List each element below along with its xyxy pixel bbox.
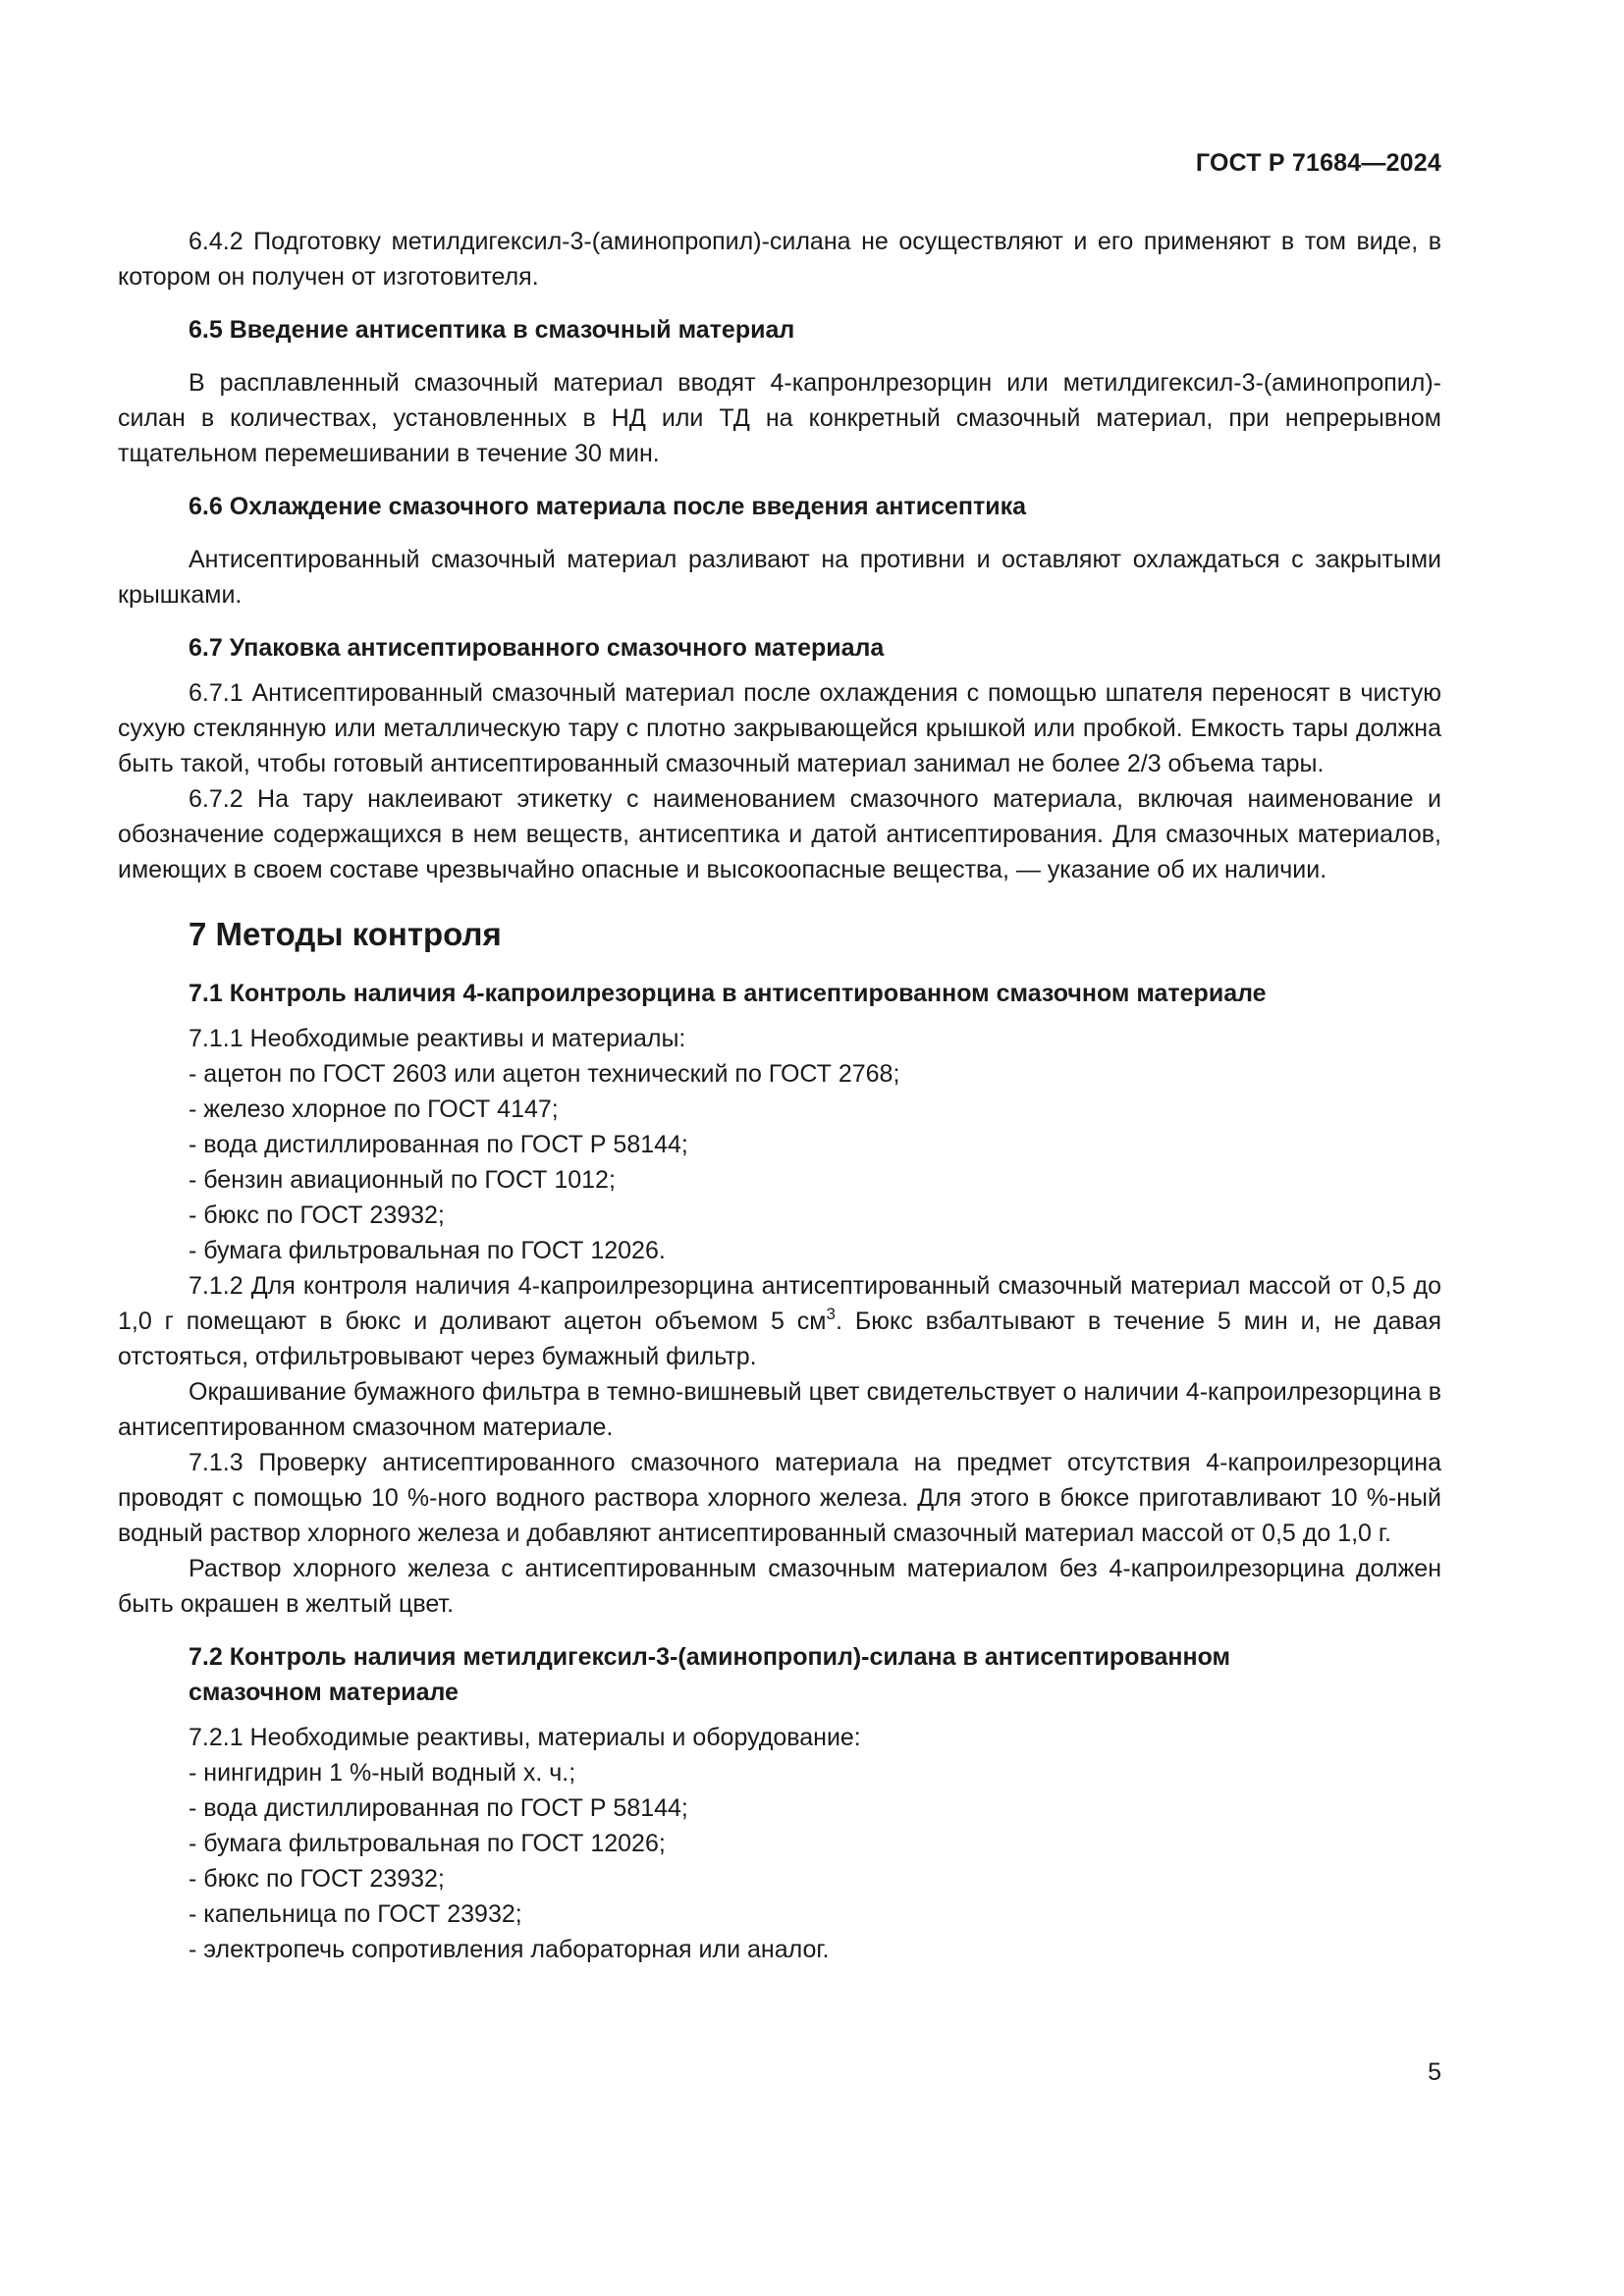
list-item: - вода дистиллированная по ГОСТ Р 58144; bbox=[189, 1131, 688, 1158]
list-7-1-1-title: 7.1.1 Необходимые реактивы и материалы: bbox=[189, 1025, 686, 1052]
paragraph-7-1-2: 7.1.2 Для контроля наличия 4-капроилрезорцина антисептированный смазочный материал массой от 0,5 до 1,0 г помещают в бюкс и доливают ацетон объемом 5 $см^3$. Бюкс взбалтывают в течение 5 мин и, не давая отстояться, отфильтровывают через бумажный фильтр. bbox=[118, 1272, 1441, 1370]
list-item: - электропечь сопротивления лабораторная или аналог. bbox=[189, 1936, 830, 1963]
paragraph-7-1-3-result: Раствор хлорного железа с антисептированным смазочным материалом без 4-капроилрезорцина должен быть окрашен в желтый цвет. bbox=[118, 1555, 1441, 1618]
paragraph-6-6: Антисептированный смазочный материал разливают на противни и оставляют охлаждаться с закрытыми крышками. bbox=[118, 546, 1441, 609]
list-item: - ацетон по ГОСТ 2603 или ацетон технический по ГОСТ 2768; bbox=[189, 1060, 900, 1088]
document-code: ГОСТ Р 71684—2024 bbox=[1195, 149, 1441, 177]
list-item: - бюкс по ГОСТ 23932; bbox=[189, 1201, 445, 1229]
heading-6-7: 6.7 Упаковка антисептированного смазочного материала bbox=[189, 634, 885, 662]
list-item: - бумага фильтровальная по ГОСТ 12026; bbox=[189, 1830, 666, 1857]
heading-7-2: 7.2 Контроль наличия метилдигексил-3-(аминопропил)-силана в антисептированном смазочном материале bbox=[189, 1643, 1231, 1706]
paragraph-6-4-2: 6.4.2 Подготовку метилдигексил-3-(аминопропил)-силана не осуществляют и его применяют в том виде, в котором он получен от изготовителя. bbox=[118, 228, 1441, 291]
heading-7-1: 7.1 Контроль наличия 4-капроилрезорцина в антисептированном смазочном материале bbox=[189, 980, 1267, 1007]
paragraph-7-1-3: 7.1.3 Проверку антисептированного смазочного материала на предмет отсутствия 4-капроилрезорцина проводят с помощью 10 %-ного водного раствора хлорного железа. Для этого в бюксе приготавливают 10 %-ный водный раствор хлорного железа и добавляют антисептированный смазочный материал массой от 0,5 до 1,0 г. bbox=[118, 1449, 1441, 1547]
list-item: - нингидрин 1 %-ный водный х. ч.; bbox=[189, 1759, 576, 1787]
paragraph-6-7-1: 6.7.1 Антисептированный смазочный материал после охлаждения с помощью шпателя переносят в чистую сухую стеклянную или металлическую тару с плотно закрывающейся крышкой или пробкой. Емкость тары должна быть такой, чтобы готовый антисептированный смазочный материал занимал не более 2/3 объема тары. bbox=[118, 679, 1441, 777]
heading-section-7: 7 Методы контроля bbox=[189, 916, 502, 952]
list-item: - вода дистиллированная по ГОСТ Р 58144; bbox=[189, 1794, 688, 1822]
superscript-3: 3 bbox=[826, 1305, 836, 1323]
list-item: - бюкс по ГОСТ 23932; bbox=[189, 1865, 445, 1893]
paragraph-6-5: В расплавленный смазочный материал вводят 4-капронлрезорцин или метилдигексил-3-(аминопропил)-силан в количествах, установленных в НД или ТД на конкретный смазочный материал, при непрерывном тщательном перемешивании в течение 30 мин. bbox=[118, 369, 1441, 467]
paragraph-6-7-2: 6.7.2 На тару наклеивают этикетку с наименованием смазочного материала, включая наименование и обозначение содержащихся в нем веществ, антисептика и датой антисептирования. Для смазочных материалов, имеющих в своем составе чрезвычайно опасные и высокоопасные вещества, — указание об их наличии. bbox=[118, 785, 1441, 883]
list-item: - капельница по ГОСТ 23932; bbox=[189, 1900, 522, 1928]
list-item: - бумага фильтровальная по ГОСТ 12026. bbox=[189, 1237, 666, 1264]
paragraph-7-1-2-result: Окрашивание бумажного фильтра в темно-вишневый цвет свидетельствует о наличии 4-капроилрезорцина в антисептированном смазочном материале. bbox=[118, 1378, 1441, 1441]
list-item: - бензин авиационный по ГОСТ 1012; bbox=[189, 1166, 616, 1194]
list-item: - железо хлорное по ГОСТ 4147; bbox=[189, 1095, 559, 1123]
heading-6-5: 6.5 Введение антисептика в смазочный материал bbox=[189, 316, 795, 344]
list-7-2-1-title: 7.2.1 Необходимые реактивы, материалы и оборудование: bbox=[189, 1724, 861, 1751]
heading-6-6: 6.6 Охлаждение смазочного материала после введения антисептика bbox=[189, 493, 1027, 520]
page-content bbox=[118, 224, 1441, 1967]
page-number: 5 bbox=[1428, 2058, 1441, 2086]
